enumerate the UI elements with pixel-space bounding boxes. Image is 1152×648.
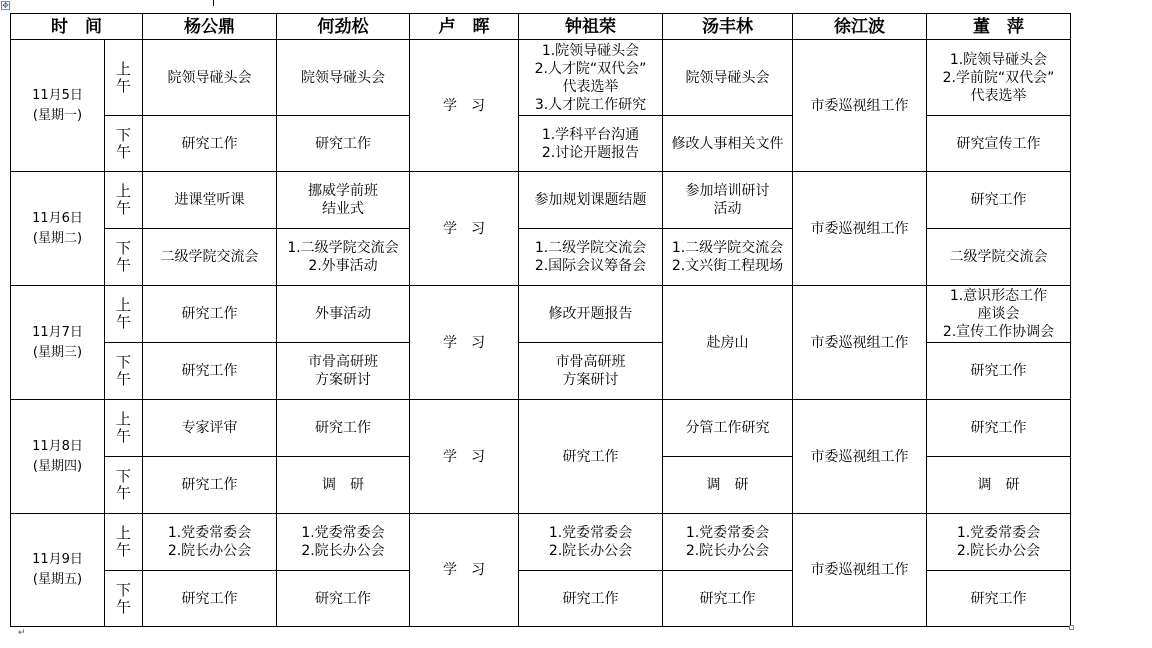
cell-line: 研究工作 xyxy=(315,135,371,152)
schedule-cell[interactable] xyxy=(277,400,410,457)
schedule-cell[interactable] xyxy=(663,514,793,571)
cell-line: 研究工作 xyxy=(181,590,238,607)
text-cursor xyxy=(213,0,214,6)
am-label: 上午 xyxy=(115,524,131,559)
schedule-cell[interactable] xyxy=(277,514,410,571)
cell-line: 研究工作 xyxy=(181,306,238,322)
schedule-cell[interactable] xyxy=(519,400,663,514)
date-label: 11月9日 xyxy=(32,552,83,567)
half-label-am[interactable] xyxy=(105,400,143,457)
half-label-am[interactable] xyxy=(105,172,143,229)
pm-label: 下午 xyxy=(115,125,131,161)
cell-line: 结业式 xyxy=(322,201,364,217)
cell-line: 市骨高研班 xyxy=(555,354,626,370)
cell-line: 2.文兴街工程现场 xyxy=(671,258,784,274)
cell-line: 分管工作研究 xyxy=(685,420,770,436)
date-cell[interactable] xyxy=(11,172,105,286)
schedule-cell[interactable] xyxy=(143,286,277,343)
cell-line: 1.党委常委会 xyxy=(956,525,1041,541)
cell-line: 2.国际会议筹备会 xyxy=(534,258,647,274)
schedule-cell[interactable] xyxy=(927,229,1071,286)
date-label: 11月7日 xyxy=(32,324,83,340)
half-label-pm[interactable] xyxy=(105,116,143,172)
schedule-cell[interactable] xyxy=(927,571,1071,627)
header-person[interactable]: 董 萍 xyxy=(927,14,1071,40)
schedule-cell[interactable] xyxy=(277,343,410,400)
cell-line: 1.党委常委会 xyxy=(167,525,252,541)
cell-line: 1.院领导碰头会 xyxy=(541,42,640,59)
schedule-cell[interactable] xyxy=(519,286,663,343)
am-row xyxy=(11,286,1071,343)
cell-line: 研究工作 xyxy=(181,363,238,379)
schedule-cell[interactable] xyxy=(519,571,663,627)
cell-line: 调 研 xyxy=(977,477,1020,493)
cell-line: 研究工作 xyxy=(970,420,1027,436)
cell-line: 院领导碰头会 xyxy=(301,69,385,86)
cell-line: 学 习 xyxy=(443,562,485,578)
half-label-am[interactable] xyxy=(105,286,143,343)
cell-line: 研究工作 xyxy=(181,477,238,493)
pm-label: 下午 xyxy=(115,239,131,274)
cell-line: 代表选举 xyxy=(970,87,1027,104)
pm-label: 下午 xyxy=(115,353,131,388)
header-person[interactable]: 钟祖荣 xyxy=(519,14,663,40)
cell-line: 调 研 xyxy=(322,477,364,493)
schedule-cell[interactable] xyxy=(519,229,663,286)
cell-line: 1.党委常委会 xyxy=(685,525,770,541)
schedule-cell[interactable] xyxy=(663,571,793,627)
cell-line: 座谈会 xyxy=(977,306,1020,322)
cell-line: 赴房山 xyxy=(706,334,749,351)
cell-line: 1.党委常委会 xyxy=(301,525,385,541)
date-label: 11月6日 xyxy=(32,210,83,226)
schedule-table xyxy=(10,13,1071,627)
paragraph-mark-icon: ↵ xyxy=(18,628,26,638)
cell-line: 活动 xyxy=(713,201,742,217)
schedule-cell[interactable] xyxy=(143,229,277,286)
cell-line: 外事活动 xyxy=(315,306,371,322)
cell-line: 市委巡视组工作 xyxy=(810,220,909,237)
schedule-cell[interactable] xyxy=(143,172,277,229)
cell-line: 市委巡视组工作 xyxy=(810,562,909,578)
schedule-cell[interactable] xyxy=(663,457,793,514)
schedule-cell[interactable] xyxy=(143,400,277,457)
weekday-label: (星期五) xyxy=(32,572,83,587)
schedule-cell[interactable] xyxy=(277,286,410,343)
cell-line: 市委巡视组工作 xyxy=(810,97,909,114)
cell-line: 1.二级学院交流会 xyxy=(287,240,399,256)
cell-line: 研究工作 xyxy=(699,590,756,607)
cell-line: 研究工作 xyxy=(970,192,1027,208)
schedule-cell[interactable] xyxy=(663,229,793,286)
schedule-cell[interactable] xyxy=(277,172,410,229)
schedule-cell[interactable] xyxy=(410,40,519,172)
cell-line: 1.意识形态工作 xyxy=(949,288,1048,304)
schedule-cell[interactable] xyxy=(277,571,410,627)
cell-line: 市骨高研班 xyxy=(308,354,378,370)
cell-line: 研究工作 xyxy=(315,590,371,607)
table-resize-handle[interactable] xyxy=(1069,625,1074,630)
schedule-cell[interactable] xyxy=(519,343,663,400)
weekday-label: (星期一) xyxy=(32,107,83,123)
cell-line: 研究工作 xyxy=(970,590,1027,607)
weekday-label: (星期二) xyxy=(32,230,83,246)
am-row xyxy=(11,40,1071,116)
schedule-cell[interactable] xyxy=(927,286,1071,343)
date-cell[interactable] xyxy=(11,400,105,514)
cell-line: 参加培训研讨 xyxy=(685,183,770,199)
cell-line: 1.学科平台沟通 xyxy=(541,126,640,143)
am-label: 上午 xyxy=(115,296,131,331)
cell-line: 3.人才院工作研究 xyxy=(534,96,647,113)
schedule-cell[interactable] xyxy=(793,400,927,514)
schedule-cell[interactable] xyxy=(143,116,277,172)
half-label-am[interactable] xyxy=(105,514,143,571)
cell-line: 挪威学前班 xyxy=(308,183,378,199)
schedule-cell[interactable] xyxy=(927,40,1071,116)
cell-line: 学 习 xyxy=(443,220,485,237)
cell-line: 修改开题报告 xyxy=(548,306,633,322)
schedule-cell[interactable] xyxy=(927,116,1071,172)
cell-line: 2.院长办公会 xyxy=(685,543,770,559)
date-label: 11月5日 xyxy=(32,87,83,103)
cell-line: 2.人才院“双代会” xyxy=(534,60,647,77)
schedule-cell[interactable] xyxy=(277,40,410,116)
cell-line: 方案研讨 xyxy=(562,372,619,388)
cell-line: 学 习 xyxy=(443,97,485,114)
schedule-cell[interactable] xyxy=(793,514,927,627)
cell-line: 院领导碰头会 xyxy=(167,69,252,86)
date-cell[interactable] xyxy=(11,40,105,172)
cell-line: 研究工作 xyxy=(562,448,619,465)
cell-line: 学 习 xyxy=(443,334,485,351)
cell-line: 1.党委常委会 xyxy=(548,525,633,541)
pm-label: 下午 xyxy=(115,580,131,616)
schedule-cell[interactable] xyxy=(143,343,277,400)
cell-line: 二级学院交流会 xyxy=(949,249,1048,265)
cell-line: 1.院领导碰头会 xyxy=(949,51,1048,68)
weekday-label: (星期四) xyxy=(32,458,83,474)
schedule-cell[interactable] xyxy=(927,172,1071,229)
header-person[interactable]: 何劲松 xyxy=(277,14,410,40)
schedule-cell[interactable] xyxy=(663,40,793,116)
schedule-cell[interactable] xyxy=(143,40,277,116)
schedule-cell[interactable] xyxy=(519,116,663,172)
cell-line: 参加规划课题结题 xyxy=(534,192,647,208)
am-label: 上午 xyxy=(115,410,131,445)
schedule-cell[interactable] xyxy=(410,514,519,627)
cell-line: 2.院长办公会 xyxy=(167,543,252,559)
schedule-cell[interactable] xyxy=(277,457,410,514)
header-person[interactable]: 杨公鼎 xyxy=(143,14,277,40)
header-person[interactable]: 汤丰林 xyxy=(663,14,793,40)
half-label-pm[interactable] xyxy=(105,571,143,627)
cell-line: 进课堂听课 xyxy=(174,192,245,208)
schedule-cell[interactable] xyxy=(410,172,519,286)
cell-line: 市委巡视组工作 xyxy=(810,334,909,351)
schedule-cell[interactable] xyxy=(663,116,793,172)
schedule-cell[interactable] xyxy=(519,514,663,571)
cell-line: 研究工作 xyxy=(562,590,619,607)
schedule-cell[interactable] xyxy=(663,172,793,229)
cell-line: 专家评审 xyxy=(181,420,238,436)
cell-line: 研究宣传工作 xyxy=(956,135,1041,152)
schedule-cell[interactable] xyxy=(793,172,927,286)
cell-line: 方案研讨 xyxy=(315,372,371,388)
cell-line: 研究工作 xyxy=(970,363,1027,379)
cell-line: 学 习 xyxy=(443,448,485,465)
schedule-cell[interactable] xyxy=(143,514,277,571)
schedule-cell[interactable] xyxy=(143,571,277,627)
schedule-cell[interactable] xyxy=(277,229,410,286)
cell-line: 2.外事活动 xyxy=(308,258,378,274)
half-label-am[interactable] xyxy=(105,40,143,116)
header-person[interactable]: 卢 晖 xyxy=(410,14,519,40)
header-person[interactable]: 徐江波 xyxy=(793,14,927,40)
schedule-cell[interactable] xyxy=(663,400,793,457)
half-label-pm[interactable] xyxy=(105,343,143,400)
cell-line: 修改人事相关文件 xyxy=(671,135,784,152)
schedule-cell[interactable] xyxy=(793,40,927,172)
cell-line: 院领导碰头会 xyxy=(685,69,770,86)
table-move-handle-icon[interactable]: ✥ xyxy=(2,1,9,10)
cell-line: 2.学前院“双代会” xyxy=(942,69,1055,86)
header-row xyxy=(11,14,1071,40)
cell-line: 2.院长办公会 xyxy=(301,543,385,559)
schedule-cell[interactable] xyxy=(410,286,519,400)
cell-line: 二级学院交流会 xyxy=(160,249,259,265)
schedule-cell[interactable] xyxy=(663,286,793,400)
date-cell[interactable] xyxy=(11,514,105,627)
schedule-cell[interactable] xyxy=(927,343,1071,400)
pm-label: 下午 xyxy=(115,467,131,502)
half-label-pm[interactable] xyxy=(105,229,143,286)
schedule-cell[interactable] xyxy=(410,400,519,514)
am-row xyxy=(11,514,1071,571)
cell-line: 2.院长办公会 xyxy=(956,543,1041,559)
cell-line: 代表选举 xyxy=(562,78,619,95)
schedule-cell[interactable] xyxy=(519,40,663,116)
schedule-cell[interactable] xyxy=(143,457,277,514)
am-row xyxy=(11,400,1071,457)
am-row xyxy=(11,172,1071,229)
schedule-cell[interactable] xyxy=(927,400,1071,457)
half-label-pm[interactable] xyxy=(105,457,143,514)
cell-line: 调 研 xyxy=(706,477,749,493)
schedule-cell[interactable] xyxy=(277,116,410,172)
cell-line: 市委巡视组工作 xyxy=(810,448,909,465)
cell-line: 2.讨论开题报告 xyxy=(541,144,640,161)
am-label: 上午 xyxy=(115,59,131,95)
cell-line: 1.二级学院交流会 xyxy=(671,240,784,256)
date-cell[interactable] xyxy=(11,286,105,400)
schedule-cell[interactable] xyxy=(927,457,1071,514)
cell-line: 2.宣传工作协调会 xyxy=(942,324,1055,340)
weekday-label: (星期三) xyxy=(32,344,83,360)
cell-line: 1.二级学院交流会 xyxy=(534,240,647,256)
cell-line: 研究工作 xyxy=(315,420,371,436)
header-time[interactable]: 时 间 xyxy=(11,14,143,40)
cell-line: 2.院长办公会 xyxy=(548,543,633,559)
schedule-cell[interactable] xyxy=(519,172,663,229)
cell-line: 研究工作 xyxy=(181,135,238,152)
date-label: 11月8日 xyxy=(32,438,83,454)
am-label: 上午 xyxy=(115,182,131,217)
schedule-cell[interactable] xyxy=(927,514,1071,571)
schedule-cell[interactable] xyxy=(793,286,927,400)
